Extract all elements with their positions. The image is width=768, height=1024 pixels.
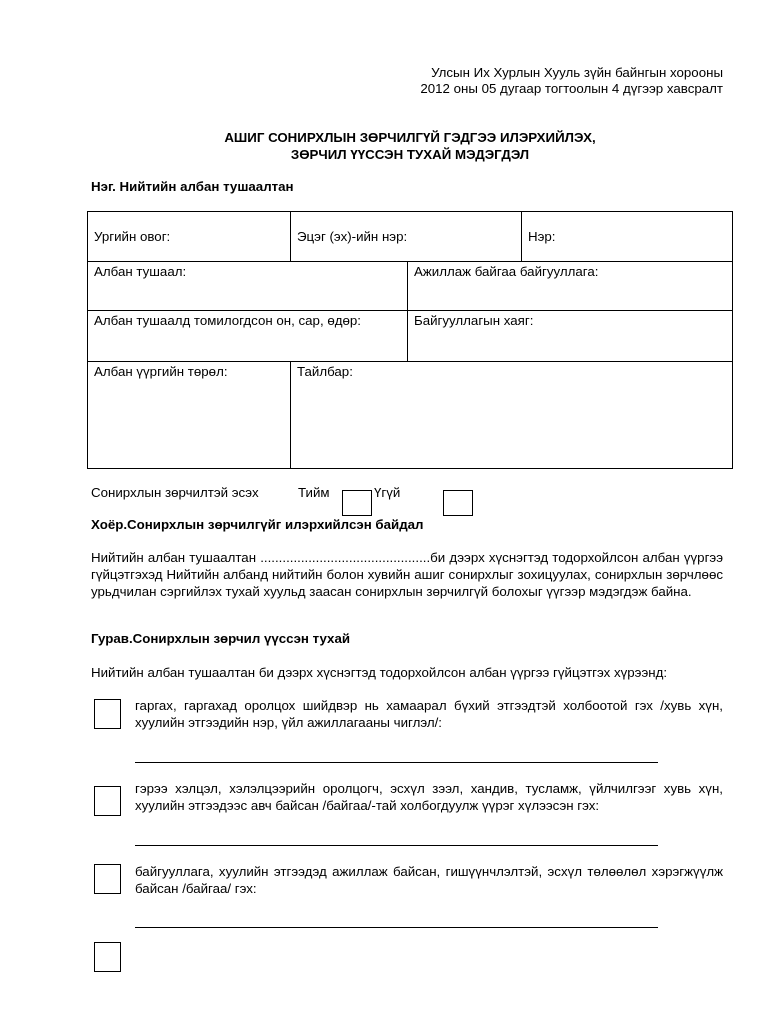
patronymic-label: Эцэг (эх)-ийн нэр: <box>297 229 408 244</box>
section2-heading: Хоёр.Сонирхлын зөрчилгүйг илэрхийлсэн байдал <box>91 517 424 532</box>
name-field[interactable] <box>522 212 733 262</box>
annex-header-line1: Улсын Их Хурлын Хууль зүйн байнгын хорооны <box>431 65 723 80</box>
org-address-label: Байгууллагын хаяг: <box>414 313 534 328</box>
annex-header-line2: 2012 оны 05 дугаар тогтоолын 4 дүгээр хавсралт <box>420 81 723 96</box>
duty-type-field[interactable] <box>88 362 291 469</box>
surname-label: Ургийн овог: <box>94 229 171 244</box>
position-field[interactable] <box>88 262 408 311</box>
section3-heading: Гурав.Сонирхлын зөрчил үүссэн тухай <box>91 631 351 646</box>
yes-label: Тийм <box>298 485 330 500</box>
appointment-date-field[interactable] <box>88 311 408 362</box>
section3-intro: Нийтийн албан тушаалтан би дээрх хүснэгтэд тодорхойлсон албан үүргээ гүйцэтгэх хүрээнд: <box>91 665 668 680</box>
organization-field[interactable] <box>408 262 733 311</box>
surname-field[interactable] <box>88 212 291 262</box>
item3-text: байгууллага, хуулийн этгээдэд ажиллаж байсан, гишүүнчлэлтэй, эсхүл төлөөлөл хэрэгжүүлж байсан /байгаа/ гэх: <box>135 864 723 896</box>
organization-label: Ажиллаж байгаа байгууллага: <box>414 264 599 279</box>
patronymic-field[interactable] <box>291 212 522 262</box>
item3-answer-line[interactable] <box>135 927 658 928</box>
item3-checkbox[interactable] <box>94 864 121 894</box>
section1-heading: Нэг. Нийтийн албан тушаалтан <box>91 179 294 194</box>
item2-checkbox[interactable] <box>94 786 121 816</box>
no-conflict-statement: Нийтийн албан тушаалтан ..............................................би дээрх хүснэгтэд тодорхойлсон албан үүргээ гүйцэтгэхэд Нийтийн албанд нийтийн болон хувийн ашиг сонирхлыг зохицуулах, сонирхлын зөрчлөөс урьдчилан сэргийлэх тухай хуульд заасан сонирхлын зөрчилгүй болохыг үүгээр мэдэгдэж байна. <box>91 550 723 599</box>
item4-checkbox[interactable] <box>94 942 121 972</box>
item1-checkbox[interactable] <box>94 699 121 729</box>
name-label: Нэр: <box>528 229 556 244</box>
item2-text: гэрээ хэлцэл, хэлэлцээрийн оролцогч, эсхүл зээл, хандив, тусламж, үйлчилгээг хувь хүн, хуулийн этгээдээс авч байсан /байгаа/-тай холбогдуулж үүрэг хүлээсэн гэх: <box>135 781 723 813</box>
item1-text: гаргах, гаргахад оролцох шийдвэр нь хамаарал бүхий этгээдтэй холбоотой гэх /хувь хүн, хуулийн этгээдийн нэр, үйл ажиллагааны чиглэл/: <box>135 698 723 730</box>
remarks-label: Тайлбар: <box>297 364 353 379</box>
appointment-date-label: Албан тушаалд томилогдсон он, сар, өдөр: <box>94 313 361 328</box>
no-label: Үгүй <box>374 485 401 500</box>
official-info-table <box>87 211 733 469</box>
document-title-line1: АШИГ СОНИРХЛЫН ЗӨРЧИЛГҮЙ ГЭДГЭЭ ИЛЭРХИЙЛЭХ, <box>224 130 596 145</box>
remarks-field[interactable] <box>291 362 733 469</box>
position-label: Албан тушаал: <box>94 264 187 279</box>
conflict-question-label: Сонирхлын зөрчилтэй эсэх <box>91 485 259 500</box>
org-address-field[interactable] <box>408 311 733 362</box>
yes-checkbox[interactable] <box>342 490 372 516</box>
document-title-line2: ЗӨРЧИЛ ҮҮССЭН ТУХАЙ МЭДЭГДЭЛ <box>290 147 530 162</box>
no-checkbox[interactable] <box>443 490 473 516</box>
item2-answer-line[interactable] <box>135 845 658 846</box>
item1-answer-line[interactable] <box>135 762 658 763</box>
duty-type-label: Албан үүргийн төрөл: <box>94 364 228 379</box>
